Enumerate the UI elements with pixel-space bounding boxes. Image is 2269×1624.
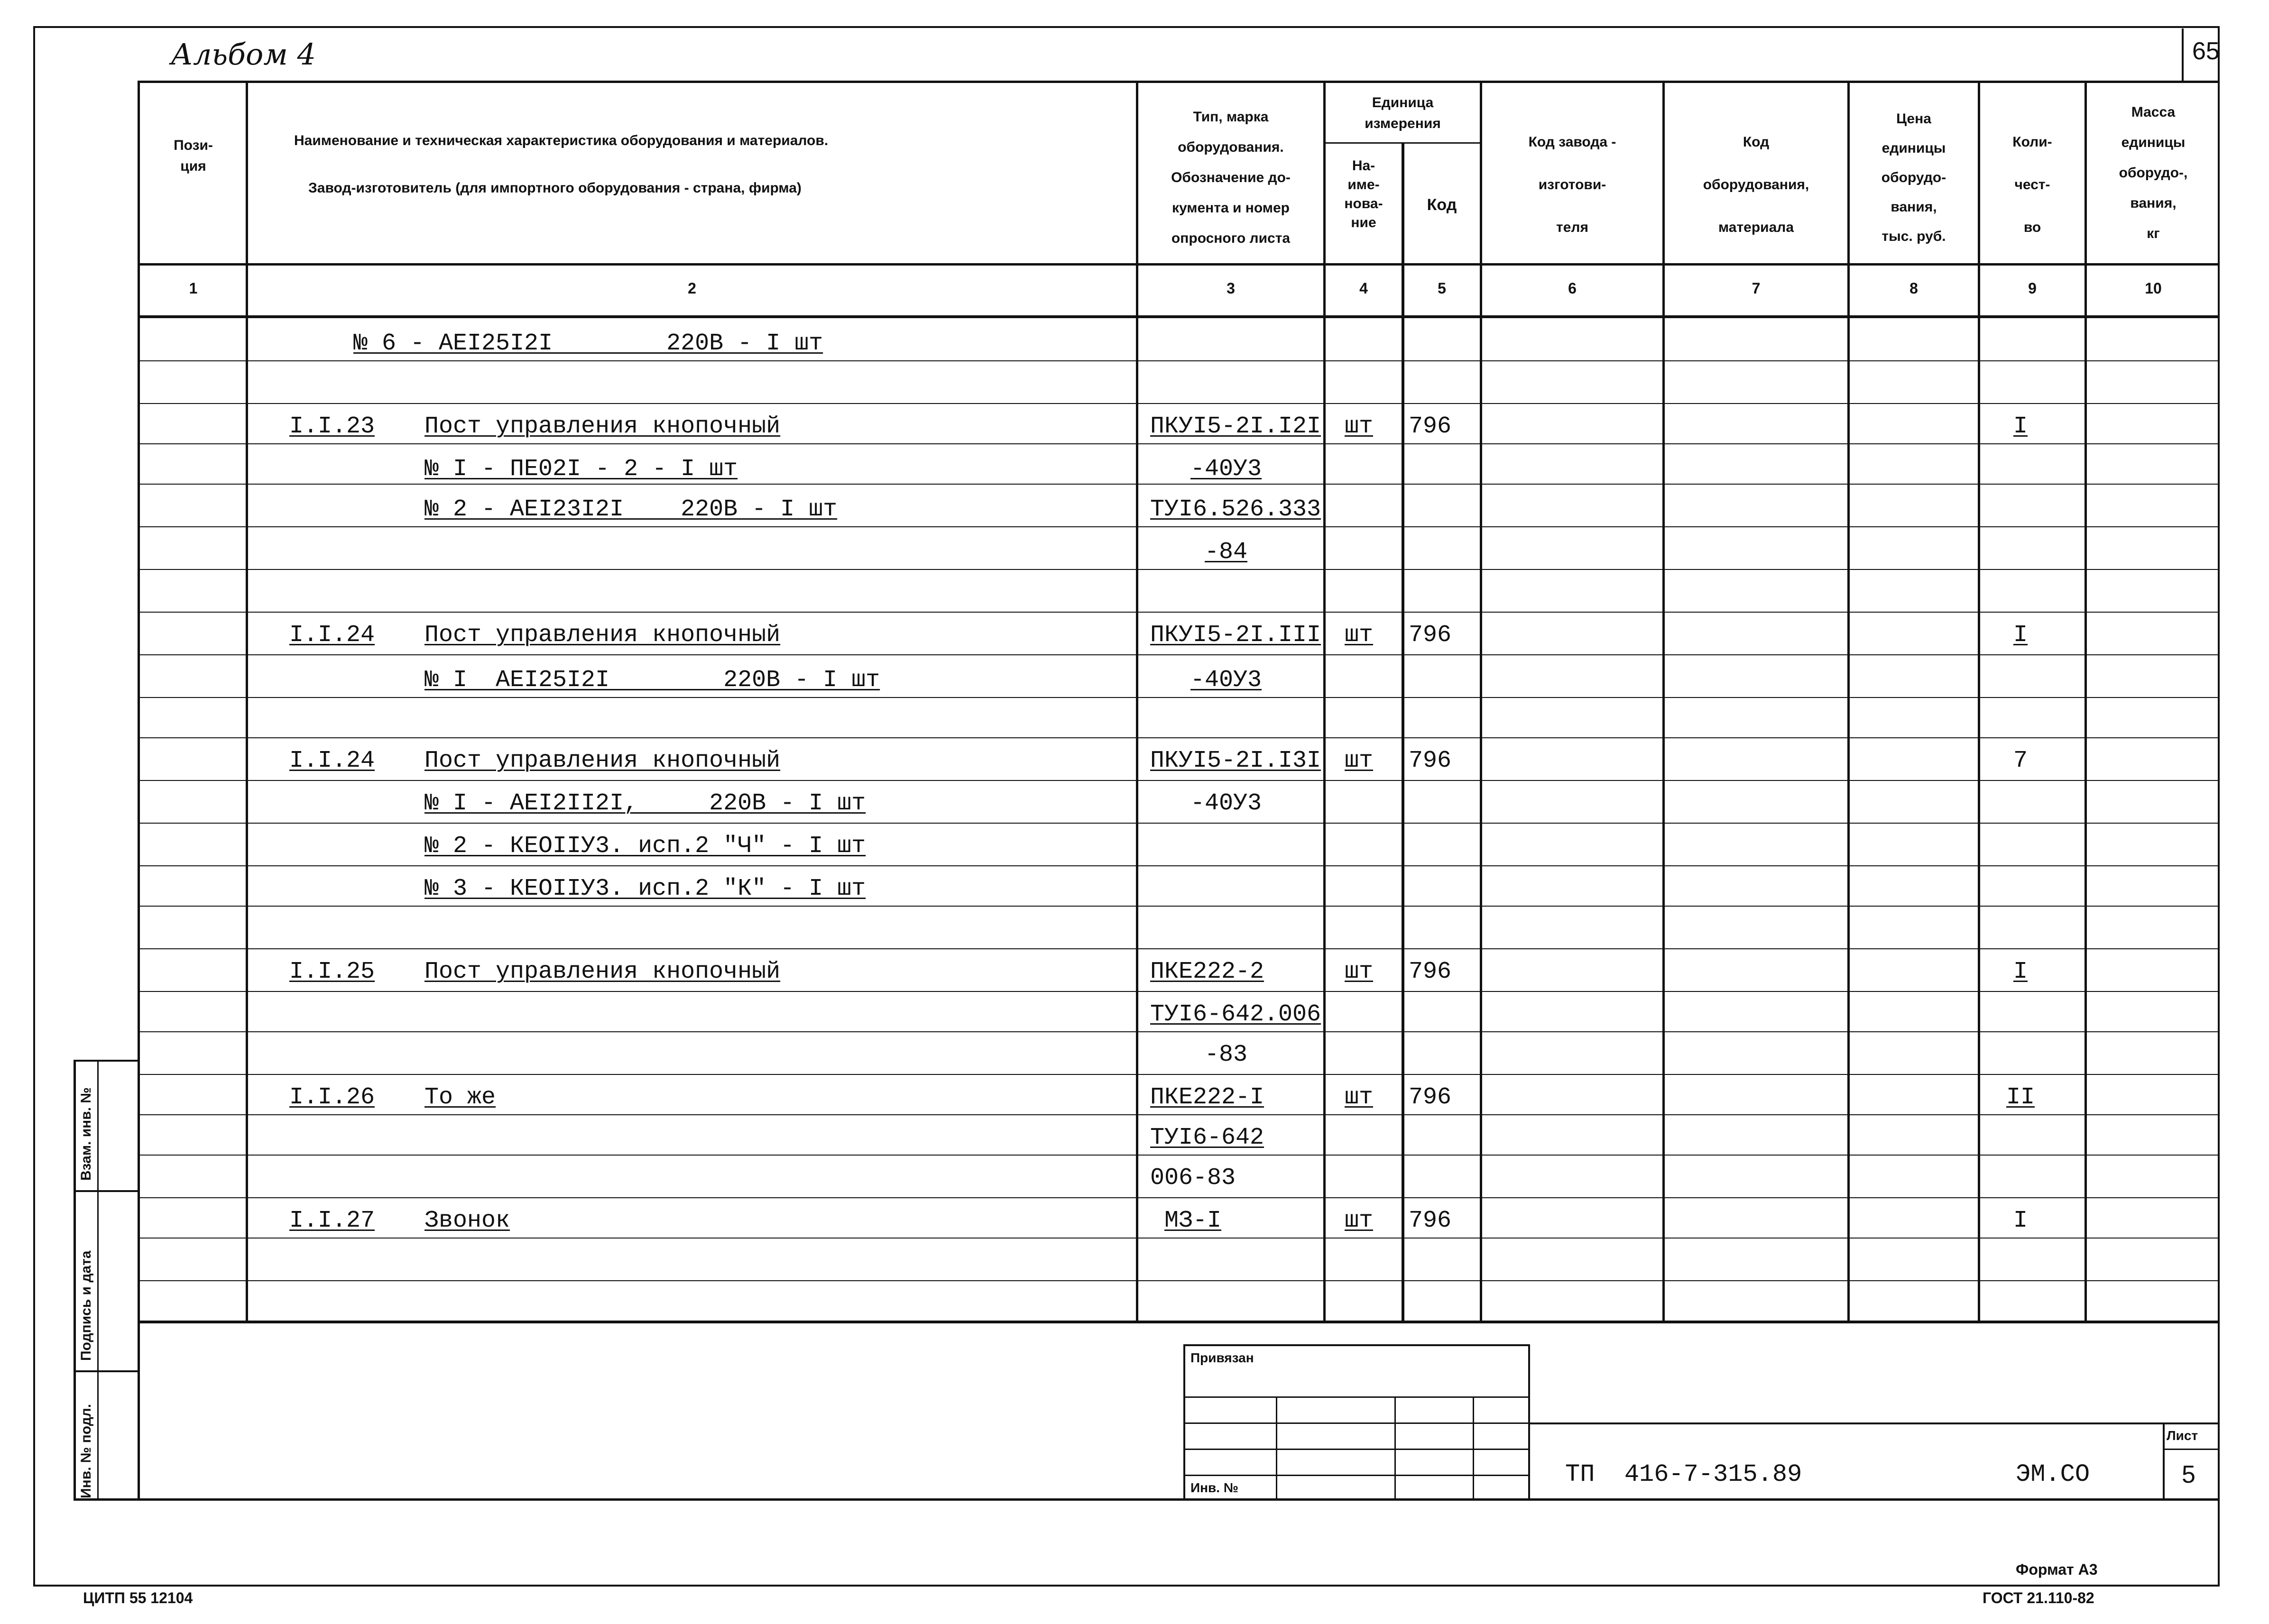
header-quantity: Коли- чест- во <box>2012 134 2052 235</box>
row-unit: шт <box>1345 413 1374 440</box>
row-type: МЗ-I <box>1164 1207 1222 1234</box>
row-name: Пост управления кнопочный <box>424 622 781 649</box>
row-unit: шт <box>1345 958 1374 985</box>
row-name: № 6 - АЕI25I2I 220В - I шт <box>353 330 823 357</box>
colnum-10: 10 <box>2145 280 2162 297</box>
header-mass: Масса единицы оборудо-, вания, кг <box>2119 104 2188 241</box>
row-quantity: II <box>2006 1084 2035 1111</box>
row-name: № I - АЕI2II2I, 220В - I шт <box>424 790 866 817</box>
header-name-line1: Наименование и техническая характеристика оборудования и материалов. <box>294 133 829 148</box>
row-position: I.I.24 <box>289 622 375 649</box>
page-number: 65 <box>2192 37 2220 65</box>
row-type: -40У3 <box>1190 667 1262 694</box>
row-unit-code: 796 <box>1409 958 1452 985</box>
colnum-6: 6 <box>1568 280 1577 297</box>
side-label-vzam: Взам. инв. № <box>78 1087 94 1181</box>
header-type: Тип, марка оборудования. Обозначение до- кумента и номер опросного листа <box>1171 109 1291 246</box>
row-unit-code: 796 <box>1409 747 1452 774</box>
colnum-7: 7 <box>1752 280 1761 297</box>
row-position: I.I.26 <box>289 1084 375 1111</box>
page-number-divider <box>2182 28 2184 81</box>
header-unit-code: Код <box>1427 196 1457 214</box>
header-price: Цена единицы оборудо- вания, тыс. руб. <box>1881 111 1946 244</box>
header-unit-group: Единица измерения <box>1365 95 1441 131</box>
row-position: I.I.25 <box>289 958 375 985</box>
row-unit-code: 796 <box>1409 622 1452 649</box>
header-name-line2: Завод-изготовитель (для импортного оборудования - страна, фирма) <box>308 180 802 196</box>
footer-left-code: ЦИТП 55 12104 <box>83 1589 193 1606</box>
document-mark: ЭМ.СО <box>2016 1460 2090 1488</box>
colnum-5: 5 <box>1438 280 1446 297</box>
row-type: ТУI6.526.333 <box>1150 496 1321 523</box>
row-unit-code: 796 <box>1409 413 1452 440</box>
row-position: I.I.27 <box>289 1207 375 1234</box>
header-equipment-code: Код оборудования, материала <box>1703 134 1809 235</box>
header-factory-code: Код завода - изготови- теля <box>1528 134 1616 235</box>
row-quantity: I <box>2013 1207 2028 1234</box>
row-type: ПКУI5-2I.I3I <box>1150 747 1321 774</box>
sheet-number: 5 <box>2182 1461 2195 1488</box>
row-type: -84 <box>1205 539 1248 566</box>
row-unit: шт <box>1345 747 1374 774</box>
row-type: 006-83 <box>1150 1165 1236 1192</box>
footer-format: Формат А3 <box>2016 1561 2098 1578</box>
row-name: № I - ПЕ02I - 2 - I шт <box>424 456 738 483</box>
row-type: -40У3 <box>1190 790 1262 817</box>
row-name: Звонок <box>424 1207 510 1234</box>
row-unit-code: 796 <box>1409 1207 1452 1234</box>
row-quantity: I <box>2013 958 2028 985</box>
row-type: ПКУI5-2I.I2I <box>1150 413 1321 440</box>
header-position: Пози- ция <box>174 138 213 174</box>
row-unit: шт <box>1345 1207 1374 1234</box>
side-label-podpis: Подпись и дата <box>78 1250 94 1361</box>
row-name: № 2 - АЕI23I2I 220В - I шт <box>424 496 838 523</box>
privyazan-label: Привязан <box>1190 1350 1254 1365</box>
side-label-inv-podl: Инв. № подл. <box>78 1404 94 1498</box>
row-type: -40У3 <box>1190 456 1262 483</box>
row-type: ПКУI5-2I.III <box>1150 622 1321 649</box>
row-unit: шт <box>1345 1084 1374 1111</box>
colnum-3: 3 <box>1227 280 1235 297</box>
colnum-1: 1 <box>189 280 198 297</box>
row-type: ТУI6-642 <box>1150 1124 1264 1151</box>
row-type: ПКЕ222-2 <box>1150 958 1264 985</box>
document-code: ТП 416-7-315.89 <box>1565 1460 1802 1488</box>
row-name: То же <box>424 1084 496 1111</box>
row-name: Пост управления кнопочный <box>424 958 781 985</box>
row-quantity: 7 <box>2013 747 2028 774</box>
row-name: № 3 - КЕОIIУ3. исп.2 "К" - I шт <box>424 875 866 902</box>
row-type: ПКЕ222-I <box>1150 1084 1264 1111</box>
colnum-4: 4 <box>1359 280 1368 297</box>
colnum-9: 9 <box>2028 280 2037 297</box>
row-position: I.I.24 <box>289 747 375 774</box>
footer-gost: ГОСТ 21.110-82 <box>1983 1589 2094 1606</box>
row-unit-code: 796 <box>1409 1084 1452 1111</box>
row-name: Пост управления кнопочный <box>424 747 781 774</box>
row-quantity: I <box>2013 622 2028 649</box>
sheet-label: Лист <box>2167 1428 2198 1443</box>
colnum-2: 2 <box>688 280 696 297</box>
row-name: № 2 - КЕОIIУ3. исп.2 "Ч" - I шт <box>424 833 866 860</box>
header-unit-name: На- име- нова- ние <box>1344 158 1383 230</box>
inv-no-label: Инв. № <box>1190 1480 1239 1495</box>
row-quantity: I <box>2013 413 2028 440</box>
album-label: Альбом 4 <box>171 37 316 72</box>
row-position: I.I.23 <box>289 413 375 440</box>
row-name: № I АЕI25I2I 220В - I шт <box>424 667 880 694</box>
row-name: Пост управления кнопочный <box>424 413 781 440</box>
row-type: -83 <box>1205 1041 1248 1068</box>
colnum-8: 8 <box>1909 280 1918 297</box>
row-unit: шт <box>1345 622 1374 649</box>
row-type: ТУI6-642.006 <box>1150 1001 1321 1028</box>
